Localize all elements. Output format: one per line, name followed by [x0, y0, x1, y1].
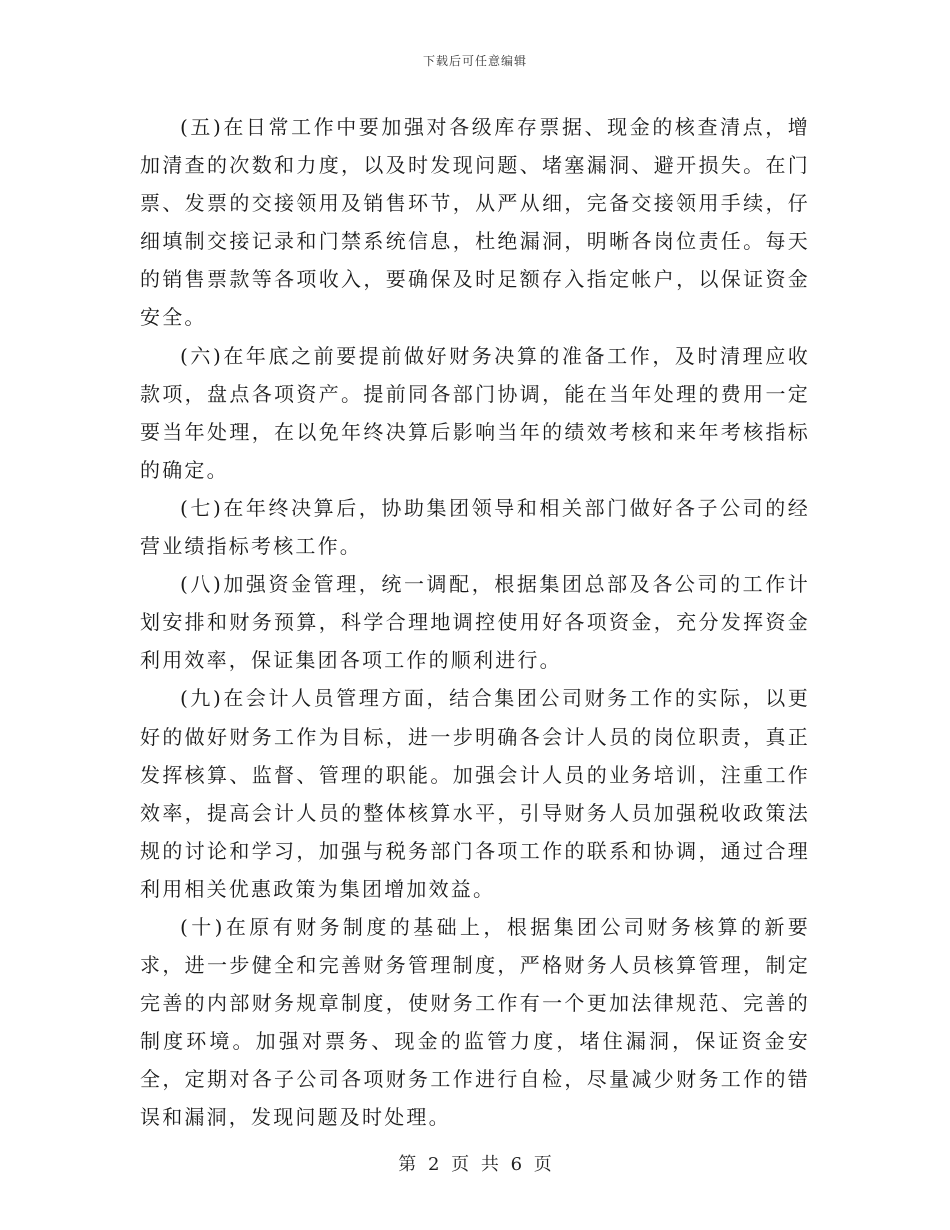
- paragraph-6: (六)在年底之前要提前做好财务决算的准备工作，及时清理应收款项，盘点各项资产。提前同各部门协调，能在当年处理的费用一定要当年处理，在以免年终决算后影响当年的绩效考核和来年考核指标的确定。: [140, 343, 810, 482]
- page-header: 下载后可任意编辑: [422, 54, 527, 68]
- paragraph-7: (七)在年终决算后，协助集团领导和相关部门做好各子公司的经营业绩指标考核工作。: [140, 495, 810, 559]
- paragraph-8: (八)加强资金管理，统一调配，根据集团总部及各公司的工作计划安排和财务预算，科学合理地调控使用好各项资金，充分发挥资金利用效率，保证集团各项工作的顺利进行。: [140, 572, 810, 673]
- page-number: 第 2 页 共 6 页: [398, 1154, 552, 1175]
- paragraph-9: (九)在会计人员管理方面，结合集团公司财务工作的实际，以更好的做好财务工作为目标，进一步明确各会计人员的岗位职责，真正发挥核算、监督、管理的职能。加强会计人员的业务培训，注重工作效率，提高会计人员的整体核算水平，引导财务人员加强税收政策法规的讨论和学习，加强与税务部门各项工作的联系和协调，通过合理利用相关优惠政策为集团增加效益。: [140, 686, 810, 901]
- paragraph-10: (十)在原有财务制度的基础上，根据集团公司财务核算的新要求，进一步健全和完善财务管理制度，严格财务人员核算管理，制定完善的内部财务规章制度，使财务工作有一个更加法律规范、完善的制度环境。加强对票务、现金的监管力度，堵住漏洞，保证资金安全，定期对各子公司各项财务工作进行自检，尽量减少财务工作的错误和漏洞，发现问题及时处理。: [140, 914, 810, 1130]
- paragraph-5: (五)在日常工作中要加强对各级库存票据、现金的核查清点，增加清查的次数和力度，以及时发现问题、堵塞漏洞、避开损失。在门票、发票的交接领用及销售环节，从严从细，完备交接领用手续，仔细填制交接记录和门禁系统信息，杜绝漏洞，明晰各岗位责任。每天的销售票款等各项收入，要确保及时足额存入指定帐户，以保证资金安全。: [140, 115, 810, 330]
- document-body: [140, 108, 810, 1137]
